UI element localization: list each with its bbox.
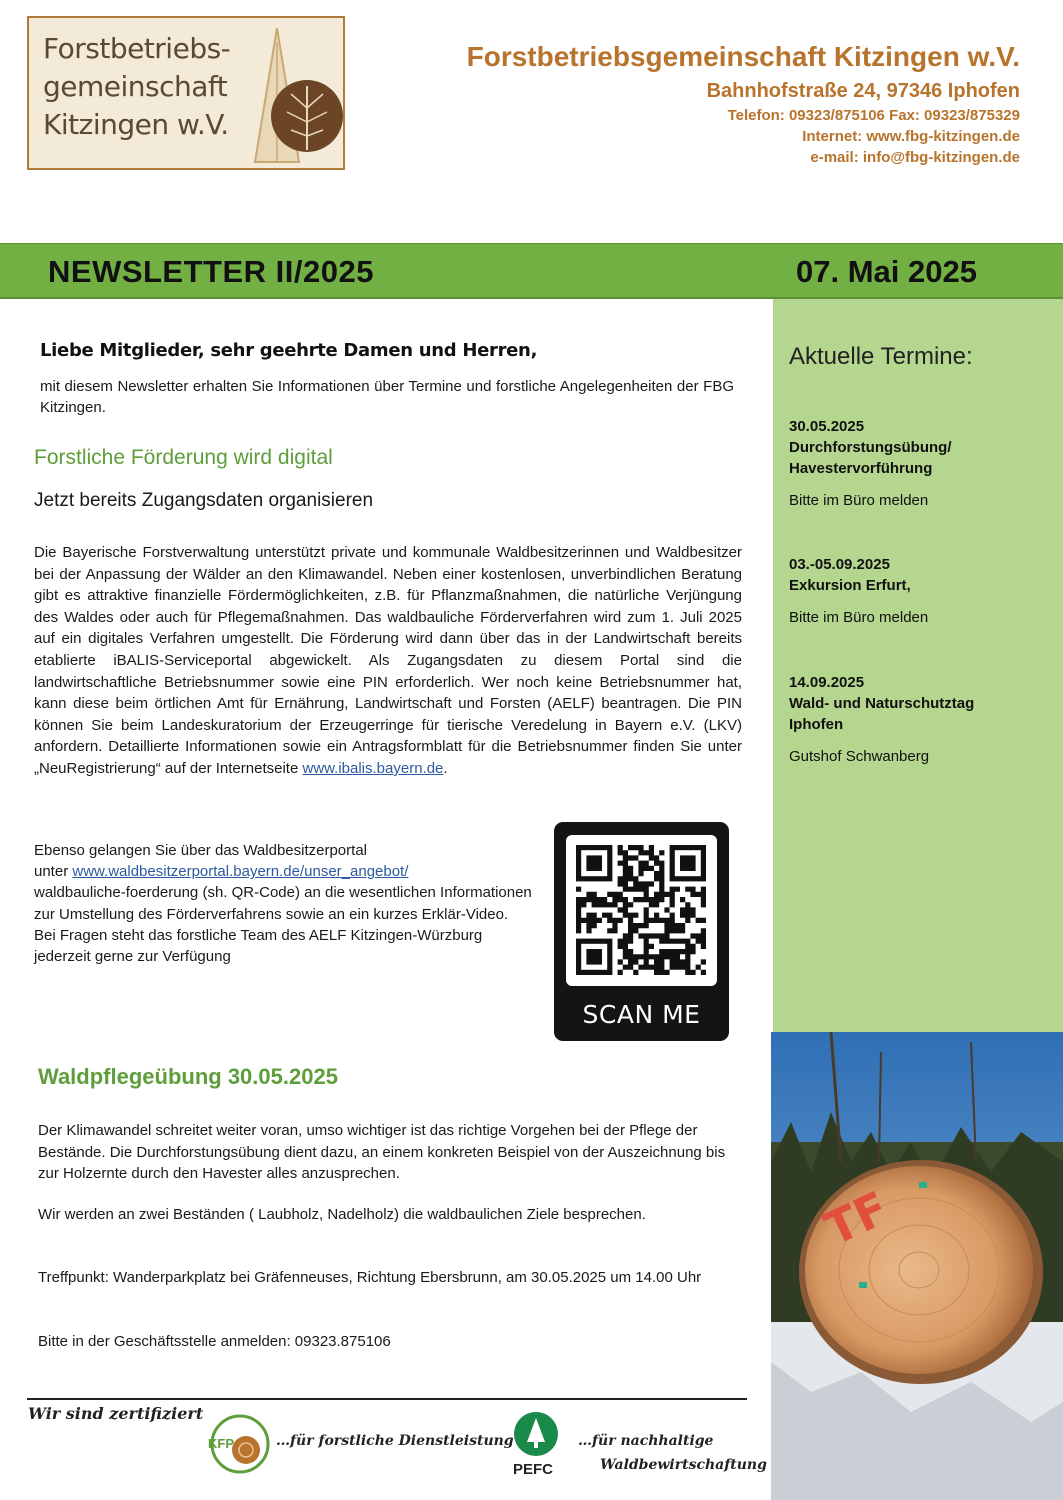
- qr-scan-label: SCAN ME: [582, 1000, 701, 1029]
- portal-line: Ebenso gelangen Sie über das Waldbesitzerportal: [34, 842, 367, 859]
- section-paragraph: Der Klimawandel schreitet weiter voran, umso wichtiger ist das richtige Vorgehen bei der Pflege der Bestände. Die Durchforstungsübung dient dazu, an einem konkreten Beispiel von der Auszeichnung bis zur Holzernte durch den Havester alles anzusprechen.: [38, 1122, 726, 1182]
- newsletter-band: [0, 243, 1063, 299]
- event-note: Bitte im Büro melden: [789, 609, 929, 626]
- newsletter-date: 07. Mai 2025: [796, 254, 977, 289]
- portal-contact: Bei Fragen steht das forstliche Team des AELF Kitzingen-Würzburg jederzeit gerne zur Verfügung: [34, 926, 483, 966]
- kfp-logo-text: KFP: [208, 1436, 234, 1451]
- greeting: Liebe Mitglieder, sehr geehrte Damen und Herren,: [40, 340, 538, 361]
- org-address: Bahnhofstraße 24, 97346 Iphofen: [706, 80, 1020, 102]
- logo-line-3: Kitzingen w.V.: [43, 108, 229, 141]
- event-title-line: Durchforstungsübung/: [789, 439, 952, 456]
- newsletter-title: NEWSLETTER II/2025: [48, 254, 374, 289]
- paragraph-end: .: [443, 759, 448, 777]
- section-title: Forstliche Förderung wird digital: [34, 446, 333, 469]
- section-paragraph: Bitte in der Geschäftsstelle anmelden: 09323.875106: [38, 1333, 391, 1350]
- org-email[interactable]: e-mail: info@fbg-kitzingen.de: [810, 149, 1020, 166]
- section-paragraph: Treffpunkt: Wanderparkplatz bei Gräfenneuses, Richtung Ebersbrunn, am 30.05.2025 um 14.00 Uhr: [38, 1269, 702, 1286]
- logo-line-1: Forstbetriebs-: [43, 32, 231, 65]
- event-title-line: Exkursion Erfurt,: [789, 577, 911, 594]
- fbg-logo-icon: [229, 22, 347, 168]
- logo-text: [43, 30, 243, 144]
- qr-finder-pattern: [670, 845, 706, 881]
- event-title-line: Wald- und Naturschutztag: [789, 695, 975, 712]
- svg-text:TF: TF: [816, 1180, 897, 1257]
- event-date: 14.09.2025: [789, 674, 865, 691]
- qr-finder-pattern: [576, 845, 612, 881]
- paragraph-text: Die Bayerische Forstverwaltung unterstützt private und kommunale Waldbesitzerinnen und Waldbesitzer bei der Anpassung der Wälder an den Klimawandel. Neben einer kostenlosen, unverbindlichen Beratung gibt es attraktive finanzielle Fördermöglichkeiten, z.B. für Pflanzmaßnahmen, die natürliche Verjüngung des Waldes oder auch für Pflegemaßnahmen. Das waldbauliche Förderverfahren wird zum 1. Juli 2025 auf ein digitales Verfahren umgestellt. Die Förderung wird dann über das in der Landwirtschaft bereits etablierte iBALIS-Serviceportal abgewickelt. Als Zugangsdaten zu diesem Portal sind die landwirtschaftliche Betriebsnummer sowie eine PIN erforderlich. Wer noch keine Betriebsnummer hat, kann diese beim örtlichen Amt für Ernährung, Landwirtschaft und Forsten (AELF) beantragen. Die PIN können Sie beim Landeskuratorium der Erzeugerringe für tierische Veredelung in Bayern e.V. (LKV) anfordern. Detaillierte Informationen sowie ein Antragsformblatt für die Betriebsnummer finden Sie unter „NeuRegistrierung“ auf der Internetseite: [34, 544, 742, 777]
- footer-divider: [27, 1398, 747, 1400]
- org-contact-block: [467, 40, 1020, 168]
- event-item: [789, 554, 1049, 628]
- portal-paragraph: [34, 840, 534, 967]
- event-note: Gutshof Schwanberg: [789, 748, 930, 765]
- intro-text: mit diesem Newsletter erhalten Sie Informationen über Termine und forstliche Angelegenheiten der FBG Kitzingen.: [40, 378, 734, 416]
- portal-rest: waldbauliche-foerderung (sh. QR-Code) an die wesentlichen Informationen zur Umstellung des Förderverfahrens sowie an ein kurzes Erklär-Video.: [34, 884, 532, 923]
- pefc-caption: Waldbewirtschaftung: [600, 1457, 767, 1473]
- pefc-logo-text: PEFC: [513, 1461, 554, 1478]
- logo-line-2: gemeinschaft: [43, 70, 228, 103]
- event-item: [789, 672, 1049, 767]
- kfp-logo-icon: [206, 1410, 274, 1476]
- event-title-line: Havestervorführung: [789, 460, 933, 477]
- ibalis-link[interactable]: www.ibalis.bayern.de: [302, 759, 444, 777]
- events-sidebar: [773, 299, 1063, 1032]
- log-photo: [771, 1032, 1063, 1500]
- qr-code-icon: [566, 835, 717, 986]
- event-date: 30.05.2025: [789, 418, 865, 435]
- qr-finder-pattern: [576, 939, 612, 975]
- qr-code-frame: [566, 835, 717, 986]
- event-title-line: Iphofen: [789, 716, 844, 733]
- section-paragraph: Wir werden an zwei Beständen ( Laubholz, Nadelholz) die waldbaulichen Ziele besprechen.: [38, 1206, 646, 1223]
- event-item: [789, 416, 1049, 511]
- section-paragraph: [34, 542, 742, 780]
- waldbesitzerportal-link[interactable]: www.waldbesitzerportal.bayern.de/unser_angebot/: [72, 863, 409, 881]
- section-title: Waldpflegeübung 30.05.2025: [38, 1064, 338, 1089]
- portal-prefix: unter: [34, 863, 73, 881]
- fbg-logo: [27, 16, 345, 170]
- event-note: Bitte im Büro melden: [789, 492, 929, 509]
- certified-label: Wir sind zertifiziert: [28, 1404, 204, 1423]
- org-internet[interactable]: Internet: www.fbg-kitzingen.de: [802, 128, 1020, 145]
- events-heading: Aktuelle Termine:: [789, 343, 973, 370]
- qr-code[interactable]: [554, 822, 729, 1041]
- event-date: 03.-05.09.2025: [789, 556, 890, 573]
- org-phone-fax: Telefon: 09323/875106 Fax: 09323/875329: [727, 107, 1020, 124]
- section-subtitle: Jetzt bereits Zugangsdaten organisieren: [34, 490, 374, 511]
- pefc-logo-icon: [505, 1408, 567, 1480]
- kfp-caption: …für forstliche Dienstleistung: [276, 1433, 514, 1449]
- org-name: Forstbetriebsgemeinschaft Kitzingen w.V.: [466, 41, 1020, 72]
- pefc-caption: …für nachhaltige: [578, 1433, 714, 1449]
